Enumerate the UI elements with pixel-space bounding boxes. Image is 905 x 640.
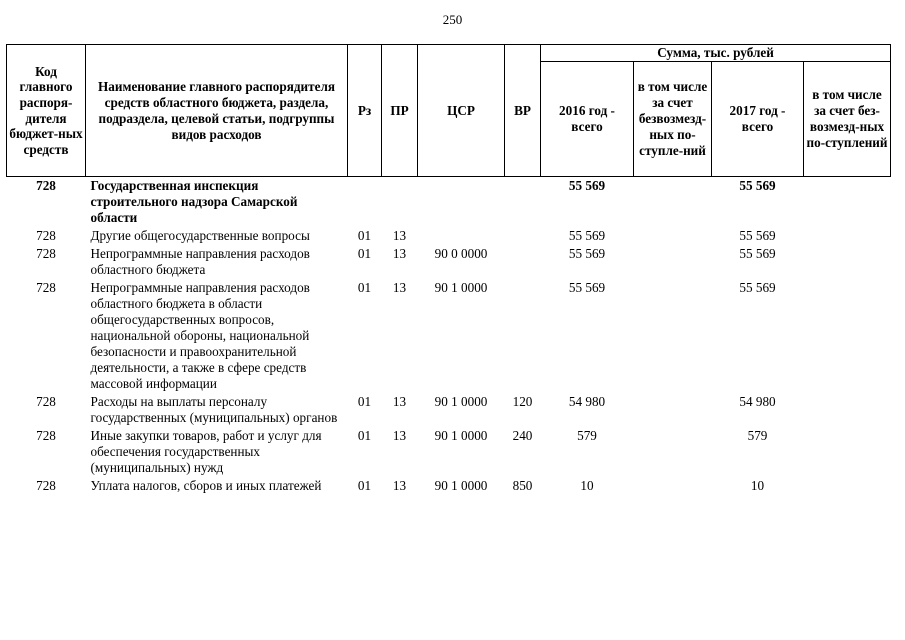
cell-code: 728 (36, 478, 56, 493)
cell-csr: 90 1 0000 (434, 428, 488, 443)
cell-rz: 01 (357, 246, 372, 261)
cell-code: 728 (36, 394, 56, 409)
header-pr: ПР (382, 45, 418, 177)
cell-pr: 13 (392, 478, 407, 493)
cell-2017-free (804, 227, 891, 245)
cell-rz: 01 (357, 228, 372, 243)
cell-name: Уплата налогов, сборов и иных платежей (90, 478, 322, 493)
cell-2016-total: 10 (580, 478, 594, 493)
cell-pr: 13 (392, 394, 407, 409)
cell-2016-free (634, 393, 712, 427)
cell-2016-total: 55 569 (568, 228, 606, 243)
header-2017-total: 2017 год - всего (712, 62, 804, 177)
cell-code: 728 (36, 246, 56, 261)
cell-pr (382, 177, 418, 228)
table-row (7, 227, 891, 245)
cell-vr (505, 227, 541, 245)
table-header (7, 45, 891, 177)
cell-2016-free (634, 279, 712, 393)
table-row (7, 393, 891, 427)
cell-2016-free (634, 245, 712, 279)
cell-pr: 13 (392, 280, 407, 295)
budget-table (6, 44, 891, 495)
cell-csr: 90 1 0000 (434, 280, 488, 295)
table-body (7, 177, 891, 496)
cell-rz: 01 (357, 280, 372, 295)
header-2016-total: 2016 год - всего (541, 62, 634, 177)
header-2016-free: в том числе за счет безвозмезд-ных по-ступле-ний (634, 62, 712, 177)
cell-name: Непрограммные направления расходов областного бюджета в области общегосударственных вопросов, национальной обороны, национальной безопасности и правоохранительной деятельности, а также в сфере средств массовой информации (90, 280, 310, 391)
cell-name: Другие общегосударственные вопросы (90, 228, 310, 243)
cell-vr: 850 (512, 478, 533, 493)
cell-name: Расходы на выплаты персоналу государственных (муниципальных) органов (90, 394, 338, 425)
cell-rz: 01 (357, 394, 372, 409)
cell-vr: 120 (512, 394, 533, 409)
cell-2017-free (804, 427, 891, 477)
cell-2017-total: 55 569 (739, 280, 776, 295)
cell-2017-free (804, 477, 891, 495)
cell-2016-total: 55 569 (568, 280, 606, 295)
cell-code: 728 (36, 228, 56, 243)
cell-2016-free (634, 477, 712, 495)
cell-2017-total: 55 569 (739, 246, 776, 261)
cell-csr: 90 1 0000 (434, 394, 488, 409)
cell-pr: 13 (392, 428, 407, 443)
cell-csr: 90 0 0000 (434, 246, 488, 261)
cell-2016-free (634, 177, 712, 228)
cell-pr: 13 (392, 228, 407, 243)
header-rz: Рз (348, 45, 382, 177)
header-2017-free: в том числе за счет без-возмезд-ных по-ступлений (804, 62, 891, 177)
header-name: Наименование главного распорядителя средств областного бюджета, раздела, подраздела, целевой статьи, подгруппы видов расходов (86, 45, 348, 177)
cell-2017-total: 55 569 (739, 178, 776, 193)
cell-name: Иные закупки товаров, работ и услуг для обеспечения государственных (муниципальных) нужд (90, 428, 322, 475)
table-row (7, 477, 891, 495)
cell-vr (505, 245, 541, 279)
cell-2017-free (804, 279, 891, 393)
cell-2016-total: 54 980 (568, 394, 606, 409)
cell-rz (348, 177, 382, 228)
cell-csr (418, 177, 505, 228)
cell-2016-total: 579 (577, 428, 597, 443)
table-row (7, 279, 891, 393)
cell-2017-free (804, 393, 891, 427)
cell-csr (418, 227, 505, 245)
table-row (7, 245, 891, 279)
cell-code: 728 (36, 428, 56, 443)
cell-vr (505, 279, 541, 393)
cell-vr: 240 (512, 428, 533, 443)
cell-csr: 90 1 0000 (434, 478, 488, 493)
cell-2017-total: 55 569 (739, 228, 776, 243)
header-csr: ЦСР (418, 45, 505, 177)
table-row (7, 427, 891, 477)
header-vr: ВР (505, 45, 541, 177)
cell-2017-total: 579 (747, 428, 768, 443)
header-code: Код главного распоря-дителя бюджет-ных средств (7, 45, 86, 177)
cell-2016-free (634, 227, 712, 245)
cell-rz: 01 (357, 478, 372, 493)
cell-2016-total: 55 569 (568, 178, 606, 193)
header-sum: Сумма, тыс. рублей (541, 45, 891, 62)
cell-2017-free (804, 245, 891, 279)
cell-code: 728 (36, 178, 56, 193)
cell-pr: 13 (392, 246, 407, 261)
cell-2017-free (804, 177, 891, 228)
cell-2017-total: 54 980 (739, 394, 776, 409)
cell-name: Непрограммные направления расходов областного бюджета (90, 246, 310, 277)
page-number: 250 (442, 12, 463, 27)
table-row (7, 177, 891, 228)
cell-2016-free (634, 427, 712, 477)
cell-name: Государственная инспекция строительного надзора Самарской области (90, 178, 298, 225)
cell-2017-total: 10 (750, 478, 765, 493)
cell-vr (505, 177, 541, 228)
cell-2016-total: 55 569 (568, 246, 606, 261)
cell-rz: 01 (357, 428, 372, 443)
cell-code: 728 (36, 280, 56, 295)
